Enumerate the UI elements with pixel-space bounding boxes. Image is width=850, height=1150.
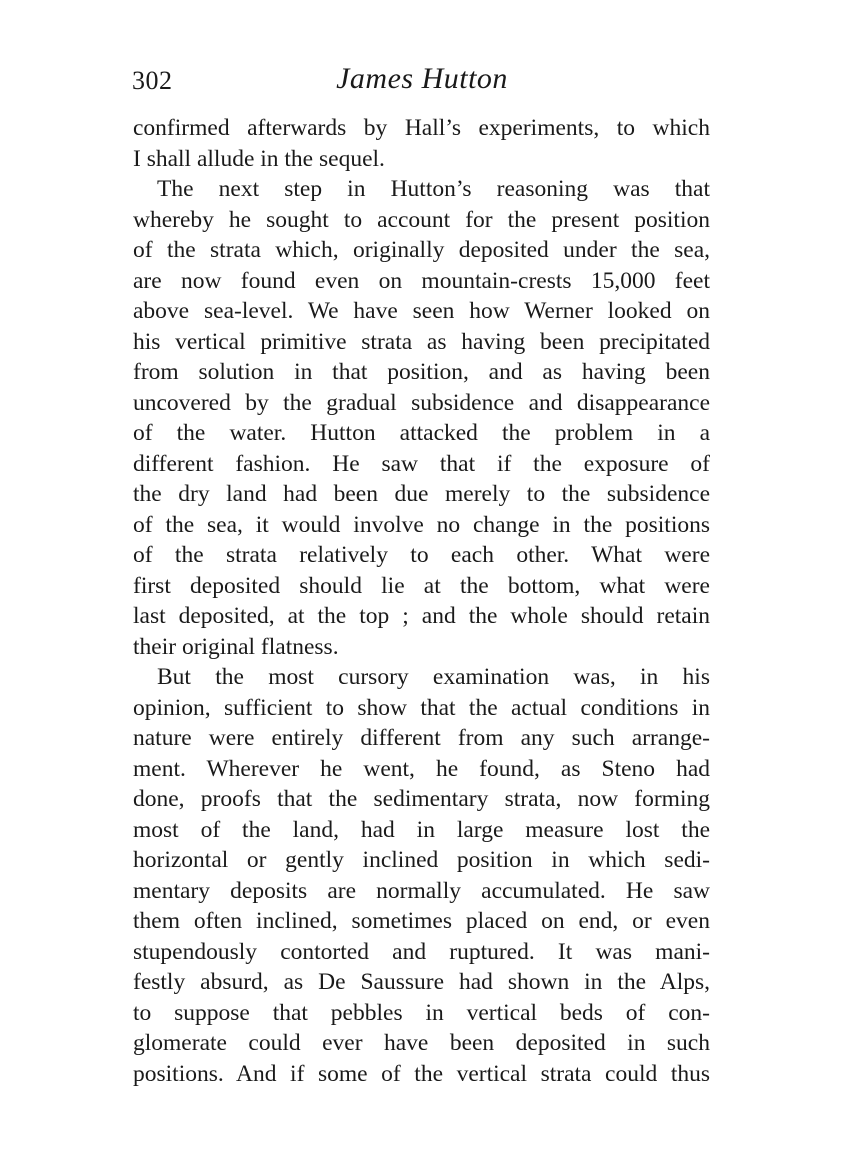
text-line: mentary deposits are normally accumulated. He saw	[133, 877, 710, 904]
paragraph-first-line: The next step in Hutton’s reasoning was that	[157, 176, 710, 202]
running-head	[132, 62, 712, 102]
paragraph-first-line: But the most cursory examination was, in his	[157, 664, 710, 690]
text-line: different fashion. He saw that if the exposure of	[133, 450, 710, 477]
text-line: them often inclined, sometimes placed on end, or even	[133, 908, 710, 934]
text-line: stupendously contorted and ruptured. It was mani-	[133, 938, 710, 965]
text-line: opinion, sufficient to show that the actual conditions in	[133, 694, 710, 721]
running-title: James Hutton	[336, 62, 508, 95]
text-line: glomerate could ever have been deposited in such	[133, 1030, 710, 1056]
text-line: from solution in that position, and as having been	[133, 359, 710, 385]
page-number: 302	[132, 66, 173, 95]
text-line: positions. And if some of the vertical strata could thus	[133, 1060, 710, 1087]
text-line: to suppose that pebbles in vertical beds of con-	[133, 999, 710, 1026]
text-line: most of the land, had in large measure lost the	[133, 816, 710, 843]
body-text	[133, 113, 710, 1089]
text-line: nature were entirely different from any such arrange-	[133, 725, 710, 751]
text-line: last deposited, at the top ; and the whole should retain	[133, 603, 710, 629]
text-line: ment. Wherever he went, he found, as Steno had	[133, 755, 710, 782]
text-line: of the strata relatively to each other. What were	[133, 542, 710, 568]
text-line: done, proofs that the sedimentary strata, now forming	[133, 786, 710, 812]
text-line: above sea-level. We have seen how Werner looked on	[133, 298, 710, 324]
text-line: whereby he sought to account for the present position	[133, 206, 710, 233]
text-line: confirmed afterwards by Hall’s experiments, to which	[133, 115, 710, 141]
text-line: are now found even on mountain-crests 15,000 feet	[133, 267, 710, 294]
text-line: horizontal or gently inclined position in which sedi-	[133, 847, 710, 873]
text-line: festly absurd, as De Saussure had shown in the Alps,	[133, 969, 710, 995]
text-line: of the strata which, originally deposited under the sea,	[133, 237, 710, 263]
text-line: first deposited should lie at the bottom, what were	[133, 572, 710, 599]
text-line: of the sea, it would involve no change in the positions	[133, 511, 710, 538]
text-line: of the water. Hutton attacked the problem in a	[133, 420, 710, 446]
text-line: I shall allude in the sequel.	[133, 145, 385, 172]
text-line: their original flatness.	[133, 633, 339, 660]
text-line: uncovered by the gradual subsidence and disappearance	[133, 389, 710, 416]
text-line: the dry land had been due merely to the subsidence	[133, 481, 710, 507]
text-line: his vertical primitive strata as having been precipitated	[133, 328, 710, 355]
